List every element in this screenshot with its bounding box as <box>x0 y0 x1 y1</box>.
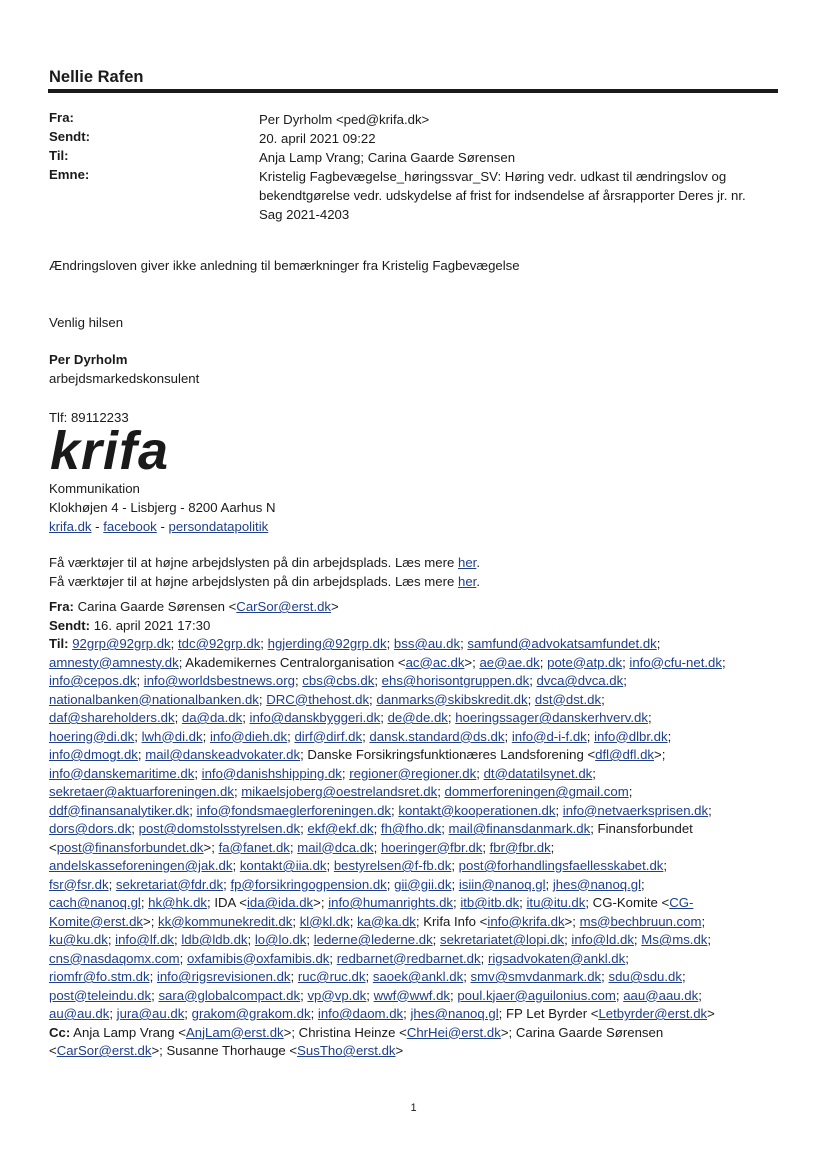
fw-to-line: andelskasseforeningen@jak.dk; kontakt@iia.dk; bestyrelsen@f-fb.dk; post@forhandlingsfaellesskabet.dk; <box>49 858 668 873</box>
signer-title: arbejdsmarkedskonsulent <box>49 371 200 386</box>
email-link[interactable]: info@cfu-net.dk <box>629 654 722 670</box>
email-link[interactable]: fsr@fsr.dk <box>49 876 109 892</box>
privacy-policy-link[interactable]: persondatapolitik <box>168 519 269 534</box>
signature-block <box>49 479 480 591</box>
email-link[interactable]: hk@hk.dk <box>148 895 208 910</box>
email-link[interactable]: mail@danskeadvokater.dk <box>145 747 301 762</box>
email-link[interactable]: fp@forsikringogpension.dk <box>230 876 387 892</box>
fw-to-line: ku@ku.dk; info@lf.dk; ldb@ldb.dk; lo@lo.dk; lederne@lederne.dk; sekretariatet@lopi.dk; info@ld.dk; Ms@ms.dk; <box>49 932 712 947</box>
forwarded-message <box>49 598 784 1061</box>
email-link[interactable]: hoeringer@fbr.dk <box>380 839 483 855</box>
email-link[interactable]: ddf@finansanalytiker.dk <box>49 802 190 818</box>
email-link[interactable]: info@danskbyggeri.dk <box>249 710 381 725</box>
message-text: Ændringsloven giver ikke anledning til bemærkninger fra Kristelig Fagbevægelse <box>49 258 520 273</box>
email-link[interactable]: jhes@nanoq.gl <box>410 1006 499 1021</box>
email-link[interactable]: amnesty@amnesty.dk <box>49 654 179 670</box>
fw-from-value: Carina Gaarde Sørensen < <box>73 599 237 614</box>
email-link[interactable]: bss@au.dk <box>393 636 461 651</box>
email-link[interactable]: au@au.dk <box>49 1006 110 1021</box>
from-label: Fra: <box>49 110 74 125</box>
sent-label: Sendt: <box>49 129 91 144</box>
email-link[interactable]: dfl@dfl.dk <box>595 747 654 762</box>
email-link[interactable]: info@dieh.dk <box>209 728 288 744</box>
email-link[interactable]: oxfamibis@oxfamibis.dk <box>187 950 330 966</box>
fw-to-line: Komite@erst.dk>; kk@kommunekredit.dk; kl@kl.dk; ka@ka.dk; Krifa Info <info@krifa.dk>; ms@bechbruun.com; <box>49 913 706 929</box>
email-link[interactable]: nationalbanken@nationalbanken.dk <box>49 691 259 707</box>
email-link[interactable]: cns@nasdaqomx.com <box>49 950 180 966</box>
krifa-logo <box>50 425 202 476</box>
email-link[interactable]: mail@finansdanmark.dk <box>448 821 591 836</box>
email-link[interactable]: info@netvaerksprisen.dk <box>562 802 709 818</box>
fw-cc-label: Cc: <box>49 1024 71 1040</box>
email-link[interactable]: ruc@ruc.dk <box>297 969 366 984</box>
email-link[interactable]: cbs@cbs.dk <box>302 673 375 688</box>
promo-line <box>49 572 480 591</box>
promo-link[interactable]: her <box>458 574 477 589</box>
email-link[interactable]: info@krifa.dk <box>487 913 565 929</box>
email-link[interactable]: ehs@horisontgruppen.dk <box>381 673 530 688</box>
email-link[interactable]: ldb@ldb.dk <box>181 932 248 947</box>
email-link[interactable]: dt@datatilsynet.dk <box>483 765 593 781</box>
signer-name: Per Dyrholm <box>49 352 128 367</box>
email-link[interactable]: 92grp@92grp.dk <box>72 636 171 651</box>
fw-from-end: > <box>331 599 339 614</box>
email-link[interactable]: wwf@wwf.dk <box>373 987 451 1003</box>
fw-to-line: <post@finansforbundet.dk>; fa@fanet.dk; mail@dca.dk; hoeringer@fbr.dk; fbr@fbr.dk; <box>49 839 555 855</box>
fw-to-line: info@dmogt.dk; mail@danskeadvokater.dk; Danske Forsikringsfunktionæres Landsforening <dfl@dfl.dk>; <box>49 747 666 762</box>
email-link[interactable]: ida@ida.dk <box>246 895 314 910</box>
fw-to-line: 92grp@92grp.dk; tdc@92grp.dk; hgjerding@92grp.dk; bss@au.dk; samfund@advokatsamfundet.dk; <box>72 636 661 651</box>
email-link[interactable]: mikaelsjoberg@oestrelandsret.dk <box>241 784 438 799</box>
fw-to-line: ddf@finansanalytiker.dk; info@fondsmaeglerforeningen.dk; kontakt@kooperationen.dk; info@netvaerksprisen.dk; <box>49 802 712 818</box>
email-link[interactable]: itb@itb.dk <box>460 895 520 910</box>
link-separator: - <box>91 519 104 534</box>
fw-from-row <box>49 598 784 617</box>
fw-sent-label: Sendt: <box>49 617 91 633</box>
email-link[interactable]: kontakt@iia.dk <box>239 858 327 873</box>
email-link[interactable]: hgjerding@92grp.dk <box>267 636 387 651</box>
email-link[interactable]: bestyrelsen@f-fb.dk <box>333 858 452 873</box>
to-value: Anja Lamp Vrang; Carina Gaarde Sørensen <box>259 150 516 165</box>
email-link[interactable]: dommerforeningen@gmail.com <box>444 784 629 799</box>
email-link[interactable]: post@domstolsstyrelsen.dk <box>138 821 301 836</box>
email-link[interactable]: hoering@di.dk <box>49 728 135 744</box>
fw-from-label: Fra: <box>49 599 74 614</box>
fw-to-line: dors@dors.dk; post@domstolsstyrelsen.dk; ekf@ekf.dk; fh@fho.dk; mail@finansdanmark.dk; Finansforbundet <box>49 821 693 836</box>
email-link[interactable]: fbr@fbr.dk <box>489 839 551 855</box>
fw-from-email-link[interactable]: CarSor@erst.dk <box>236 599 332 614</box>
fw-to-label: Til: <box>49 636 69 651</box>
email-link[interactable]: ae@ae.dk <box>479 654 540 670</box>
email-link[interactable]: sekretariatet@lopi.dk <box>440 932 565 947</box>
fw-to-row <box>49 635 784 654</box>
fw-cc-line: Anja Lamp Vrang <AnjLam@erst.dk>; Christina Heinze <ChrHei@erst.dk>; Carina Gaarde Sørensen <box>70 1024 664 1040</box>
promo-link[interactable]: her <box>458 555 477 570</box>
email-link[interactable]: dirf@dirf.dk <box>294 728 363 744</box>
email-link[interactable]: info@ld.dk <box>571 932 634 947</box>
fw-to-line: nationalbanken@nationalbanken.dk; DRC@thehost.dk; danmarks@skibskredit.dk; dst@dst.dk; <box>49 691 605 707</box>
email-link[interactable]: info@fondsmaeglerforeningen.dk <box>196 802 392 818</box>
email-link[interactable]: info@worldsbestnews.org <box>143 673 295 688</box>
subject-line: Sag 2021-4203 <box>259 207 350 222</box>
email-link[interactable]: info@danishshipping.dk <box>201 765 342 781</box>
email-link[interactable]: sdu@sdu.dk <box>608 969 682 984</box>
email-link[interactable]: sekretariat@fdr.dk <box>115 876 224 892</box>
email-link[interactable]: fh@fho.dk <box>380 821 442 836</box>
sent-value: 20. april 2021 09:22 <box>259 131 376 146</box>
email-link[interactable]: jura@au.dk <box>116 1006 185 1021</box>
email-link[interactable]: lo@lo.dk <box>254 932 307 947</box>
email-link[interactable]: saoek@ankl.dk <box>372 969 464 984</box>
link-separator: - <box>156 519 169 534</box>
email-link[interactable]: CarSor@erst.dk <box>56 1043 152 1058</box>
email-link[interactable]: post@finansforbundet.dk <box>56 839 204 855</box>
fw-to-line: au@au.dk; jura@au.dk; grakom@grakom.dk; info@daom.dk; jhes@nanoq.gl; FP Let Byrder <Letbyrder@erst.dk> <box>49 1006 715 1021</box>
email-link[interactable]: ekf@ekf.dk <box>307 821 374 836</box>
fw-cc-line: <CarSor@erst.dk>; Susanne Thorhauge <SusTho@erst.dk> <box>49 1043 404 1058</box>
email-link[interactable]: info@rigsrevisionen.dk <box>156 969 291 984</box>
email-link[interactable]: info@lf.dk <box>115 932 175 947</box>
email-link[interactable]: ms@bechbruun.com <box>579 913 702 929</box>
from-value: Per Dyrholm <ped@krifa.dk> <box>259 112 430 127</box>
promo-text: Få værktøjer til at højne arbejdslysten på din arbejdsplads. Læs mere <box>49 574 458 589</box>
email-link[interactable]: cach@nanoq.gl <box>49 895 141 910</box>
email-link[interactable]: de@de.dk <box>387 710 448 725</box>
email-link[interactable]: ku@ku.dk <box>49 932 108 947</box>
email-link[interactable]: CG- <box>669 895 694 910</box>
promo-text: Få værktøjer til at højne arbejdslysten på din arbejdsplads. Læs mere <box>49 555 458 570</box>
subject-line: Kristelig Fagbevægelse_høringssvar_SV: Høring vedr. udkast til ændringslov og <box>259 169 727 184</box>
email-link[interactable]: Ms@ms.dk <box>641 932 708 947</box>
address: Klokhøjen 4 - Lisbjerg - 8200 Aarhus N <box>49 500 276 515</box>
email-link[interactable]: vp@vp.dk <box>307 987 367 1003</box>
email-link[interactable]: grakom@grakom.dk <box>191 1006 311 1021</box>
email-link[interactable]: smv@smvdanmark.dk <box>470 969 602 984</box>
document-owner-name: Nellie Rafen <box>49 68 144 86</box>
email-link[interactable]: andelskasseforeningen@jak.dk <box>49 858 233 873</box>
email-link[interactable]: info@dmogt.dk <box>49 747 138 762</box>
email-link[interactable]: info@humanrights.dk <box>328 895 453 910</box>
email-link[interactable]: fa@fanet.dk <box>218 839 290 855</box>
email-link[interactable]: info@cepos.dk <box>49 673 137 688</box>
email-link[interactable]: da@da.dk <box>181 710 243 725</box>
email-link[interactable]: kontakt@kooperationen.dk <box>398 802 556 818</box>
email-link[interactable]: hoeringssager@danskerhverv.dk <box>455 710 648 725</box>
email-link[interactable]: ac@ac.dk <box>405 654 465 670</box>
page-number: 1 <box>410 1102 417 1114</box>
fw-to-line: cach@nanoq.gl; hk@hk.dk; IDA <ida@ida.dk>; info@humanrights.dk; itb@itb.dk; itu@itu.dk; CG-Komite <CG- <box>49 895 694 910</box>
email-link[interactable]: info@daom.dk <box>317 1006 404 1021</box>
email-link[interactable]: pote@atp.dk <box>547 654 623 670</box>
email-link[interactable]: jhes@nanoq.gl <box>552 876 642 892</box>
email-link[interactable]: dansk.standard@ds.dk <box>369 728 505 744</box>
email-link[interactable]: redbarnet@redbarnet.dk <box>336 950 481 966</box>
email-link[interactable]: tdc@92grp.dk <box>177 636 261 651</box>
email-link[interactable]: ka@ka.dk <box>357 913 416 929</box>
email-link[interactable]: mail@dca.dk <box>297 839 374 855</box>
spacer <box>49 536 480 553</box>
fw-to-line: info@cepos.dk; info@worldsbestnews.org; cbs@cbs.dk; ehs@horisontgruppen.dk; dvca@dvca.dk; <box>49 673 627 688</box>
email-link[interactable]: dvca@dvca.dk <box>536 673 624 688</box>
promo-end: . <box>476 555 481 570</box>
subject-label: Emne: <box>49 167 90 182</box>
promo-end: . <box>476 574 481 589</box>
email-link[interactable]: gii@gii.dk <box>394 876 452 892</box>
department: Kommunikation <box>49 481 140 496</box>
subject-value <box>259 167 779 224</box>
fw-to-line: amnesty@amnesty.dk; Akademikernes Centralorganisation <ac@ac.dk>; ae@ae.dk; pote@atp.dk; info@cfu-net.dk; <box>49 654 726 670</box>
fw-to-line: cns@nasdaqomx.com; oxfamibis@oxfamibis.dk; redbarnet@redbarnet.dk; rigsadvokaten@ankl.dk; <box>49 950 629 966</box>
email-link[interactable]: ChrHei@erst.dk <box>406 1024 501 1040</box>
signature-links <box>49 517 480 536</box>
email-link[interactable]: SusTho@erst.dk <box>297 1043 396 1058</box>
email-link[interactable]: sekretaer@aktuarforeningen.dk <box>49 784 234 799</box>
website-link[interactable]: krifa.dk <box>49 519 92 534</box>
fw-to-line: fsr@fsr.dk; sekretariat@fdr.dk; fp@forsikringogpension.dk; gii@gii.dk; isiin@nanoq.gl; jhes@nanoq.gl; <box>49 876 645 892</box>
email-link[interactable]: AnjLam@erst.dk <box>185 1024 284 1040</box>
email-link[interactable]: Letbyrder@erst.dk <box>598 1006 708 1021</box>
greeting: Venlig hilsen <box>49 315 124 330</box>
email-link[interactable]: post@forhandlingsfaellesskabet.dk <box>458 858 664 873</box>
email-link[interactable]: dors@dors.dk <box>49 821 132 836</box>
email-link[interactable]: sara@globalcompact.dk <box>158 987 301 1003</box>
logo-text: krifa <box>50 425 170 473</box>
email-link[interactable]: info@dlbr.dk <box>594 728 668 744</box>
email-link[interactable]: poul.kjaer@aguilonius.com <box>457 987 616 1003</box>
email-link[interactable]: DRC@thehost.dk <box>266 691 370 707</box>
email-link[interactable]: lwh@di.dk <box>141 728 203 744</box>
promo-line <box>49 553 480 572</box>
phone: Tlf: 89112233 <box>49 410 129 425</box>
email-link[interactable]: info@d-i-f.dk <box>511 728 587 744</box>
email-link[interactable]: kk@kommunekredit.dk <box>158 913 293 929</box>
fw-to-line: info@danskemaritime.dk; info@danishshipping.dk; regioner@regioner.dk; dt@datatilsynet.dk; <box>49 765 596 781</box>
email-link[interactable]: dst@dst.dk <box>534 691 602 707</box>
email-link[interactable]: riomfr@fo.stm.dk <box>49 969 150 984</box>
email-link[interactable]: samfund@advokatsamfundet.dk <box>467 636 657 651</box>
fw-to-line: post@teleindu.dk; sara@globalcompact.dk; vp@vp.dk; wwf@wwf.dk; poul.kjaer@aguilonius.com; aau@aau.dk; <box>49 987 702 1003</box>
email-link[interactable]: danmarks@skibskredit.dk <box>376 691 528 707</box>
email-link[interactable]: info@danskemaritime.dk <box>49 765 195 781</box>
email-link[interactable]: Komite@erst.dk <box>49 913 144 929</box>
subject-line: bekendtgørelse vedr. udskydelse af frist for indsendelse af årsrapporter Deres jr. nr. <box>259 188 746 203</box>
fw-sent-value: 16. april 2021 17:30 <box>90 617 211 633</box>
email-link[interactable]: post@teleindu.dk <box>49 987 152 1003</box>
email-link[interactable]: rigsadvokaten@ankl.dk <box>487 950 626 966</box>
email-link[interactable]: regioner@regioner.dk <box>349 765 477 781</box>
fw-to-line: riomfr@fo.stm.dk; info@rigsrevisionen.dk; ruc@ruc.dk; saoek@ankl.dk; smv@smvdanmark.dk; sdu@sdu.dk; <box>49 969 686 984</box>
fw-cc-row <box>49 1024 784 1043</box>
email-link[interactable]: itu@itu.dk <box>526 895 586 910</box>
email-link[interactable]: lederne@lederne.dk <box>313 932 433 947</box>
email-link[interactable]: daf@shareholders.dk <box>49 710 175 725</box>
facebook-link[interactable]: facebook <box>103 519 157 534</box>
fw-to-line: hoering@di.dk; lwh@di.dk; info@dieh.dk; dirf@dirf.dk; dansk.standard@ds.dk; info@d-i-f.dk; info@dlbr.dk; <box>49 728 672 744</box>
email-link[interactable]: isiin@nanoq.gl <box>458 876 546 892</box>
fw-sent-row <box>49 617 784 636</box>
to-label: Til: <box>49 148 69 163</box>
email-link[interactable]: aau@aau.dk <box>623 987 699 1003</box>
header-rule <box>48 89 778 93</box>
email-link[interactable]: kl@kl.dk <box>299 913 350 929</box>
krifa-logo-image <box>50 425 202 473</box>
fw-to-line: daf@shareholders.dk; da@da.dk; info@danskbyggeri.dk; de@de.dk; hoeringssager@danskerhverv.dk; <box>49 710 652 725</box>
fw-to-line: sekretaer@aktuarforeningen.dk; mikaelsjoberg@oestrelandsret.dk; dommerforeningen@gmail.com; <box>49 784 633 799</box>
